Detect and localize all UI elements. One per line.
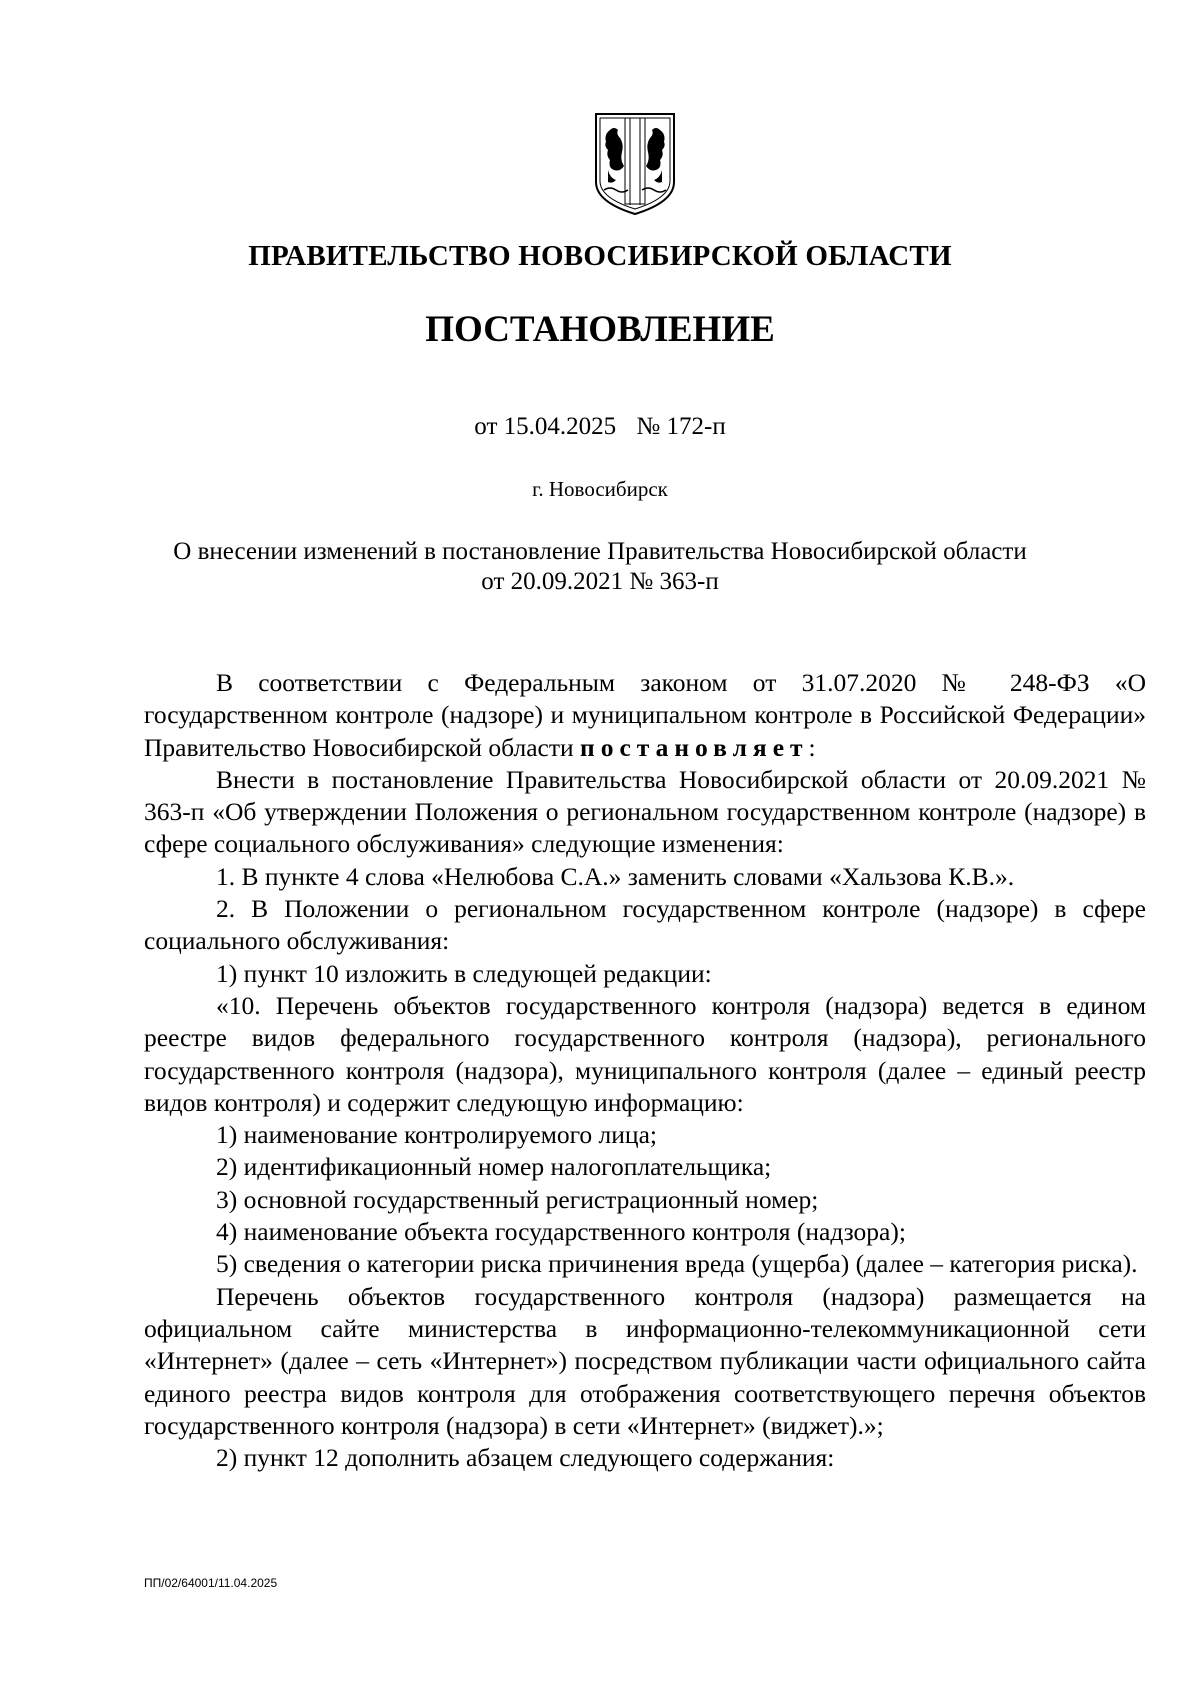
subject-line-2: от 20.09.2021 № 363-п bbox=[481, 568, 719, 595]
paragraph: 1. В пункте 4 слова «Нелюбова С.А.» заменить словами «Хальзова К.В.». bbox=[216, 861, 1015, 891]
paragraph: 1) пункт 10 изложить в следующей редакции: bbox=[216, 958, 712, 988]
paragraph: 2. В Положении о региональном государственном контроле (надзоре) в сфере социального обслуживания: bbox=[144, 894, 1146, 956]
list-item: 1) наименование контролируемого лица; bbox=[216, 1120, 657, 1150]
organization-title: ПРАВИТЕЛЬСТВО НОВОСИБИРСКОЙ ОБЛАСТИ bbox=[248, 240, 952, 272]
document-body bbox=[144, 667, 1146, 1474]
paragraph: «10. Перечень объектов государственного контроля (надзора) ведется в едином реестре видов федерального государственного контроля (надзора), регионального государственного контроля (надзора), муниципального контроля (далее – единый реестр видов контроля) и содержит следующую информацию: bbox=[144, 990, 1146, 1117]
paragraph-preamble bbox=[144, 667, 1146, 764]
city: г. Новосибирск bbox=[532, 477, 668, 501]
list-item: 3) основной государственный регистрационный номер; bbox=[216, 1184, 819, 1214]
date-prefix: от bbox=[474, 413, 498, 440]
list-item: 5) сведения о категории риска причинения вреда (ущерба) (далее – категория риска). bbox=[216, 1249, 1138, 1279]
paragraph: 2) пункт 12 дополнить абзацем следующего содержания: bbox=[216, 1443, 835, 1473]
list-item: 2) идентификационный номер налогоплательщика; bbox=[216, 1152, 772, 1182]
paragraph: Перечень объектов государственного контроля (надзора) размещается на официальном сайте министерства в информационно-телекоммуникационной сети «Интернет» (далее – сеть «Интернет») посредством публикации части официального сайта единого реестра видов контроля для отображения соответствующего перечня объектов государственного контроля (надзора) в сети «Интернет» (виджет).»; bbox=[144, 1281, 1146, 1440]
coat-of-arms-icon bbox=[594, 112, 676, 216]
preamble-end: : bbox=[808, 732, 816, 762]
document-date: 15.04.2025 bbox=[503, 413, 617, 440]
document-number: 172-п bbox=[666, 413, 726, 440]
document-date-number bbox=[0, 413, 1200, 441]
paragraph: Внести в постановление Правительства Новосибирской области от 20.09.2021 № 363-п «Об утверждении Положения о региональном государственном контроле (надзоре) в сфере социального обслуживания» следующие изменения: bbox=[144, 764, 1146, 859]
document-type: ПОСТАНОВЛЕНИЕ bbox=[425, 309, 775, 350]
document-subject bbox=[0, 537, 1200, 597]
number-prefix: № bbox=[636, 413, 661, 440]
list-item: 4) наименование объекта государственного контроля (надзора); bbox=[216, 1217, 906, 1247]
decision-keyword: постановляет bbox=[580, 732, 809, 762]
subject-line-1: О внесении изменений в постановление Правительства Новосибирской области bbox=[173, 538, 1027, 565]
preamble-text: В соответствии с Федеральным законом от 31.07.2020 № 248-ФЗ «О государственном контроле (надзоре) и муниципальном контроле в Российской Федерации» Правительство Новосибирской области bbox=[144, 668, 1146, 762]
document-code: ПП/02/64001/11.04.2025 bbox=[144, 1576, 278, 1590]
